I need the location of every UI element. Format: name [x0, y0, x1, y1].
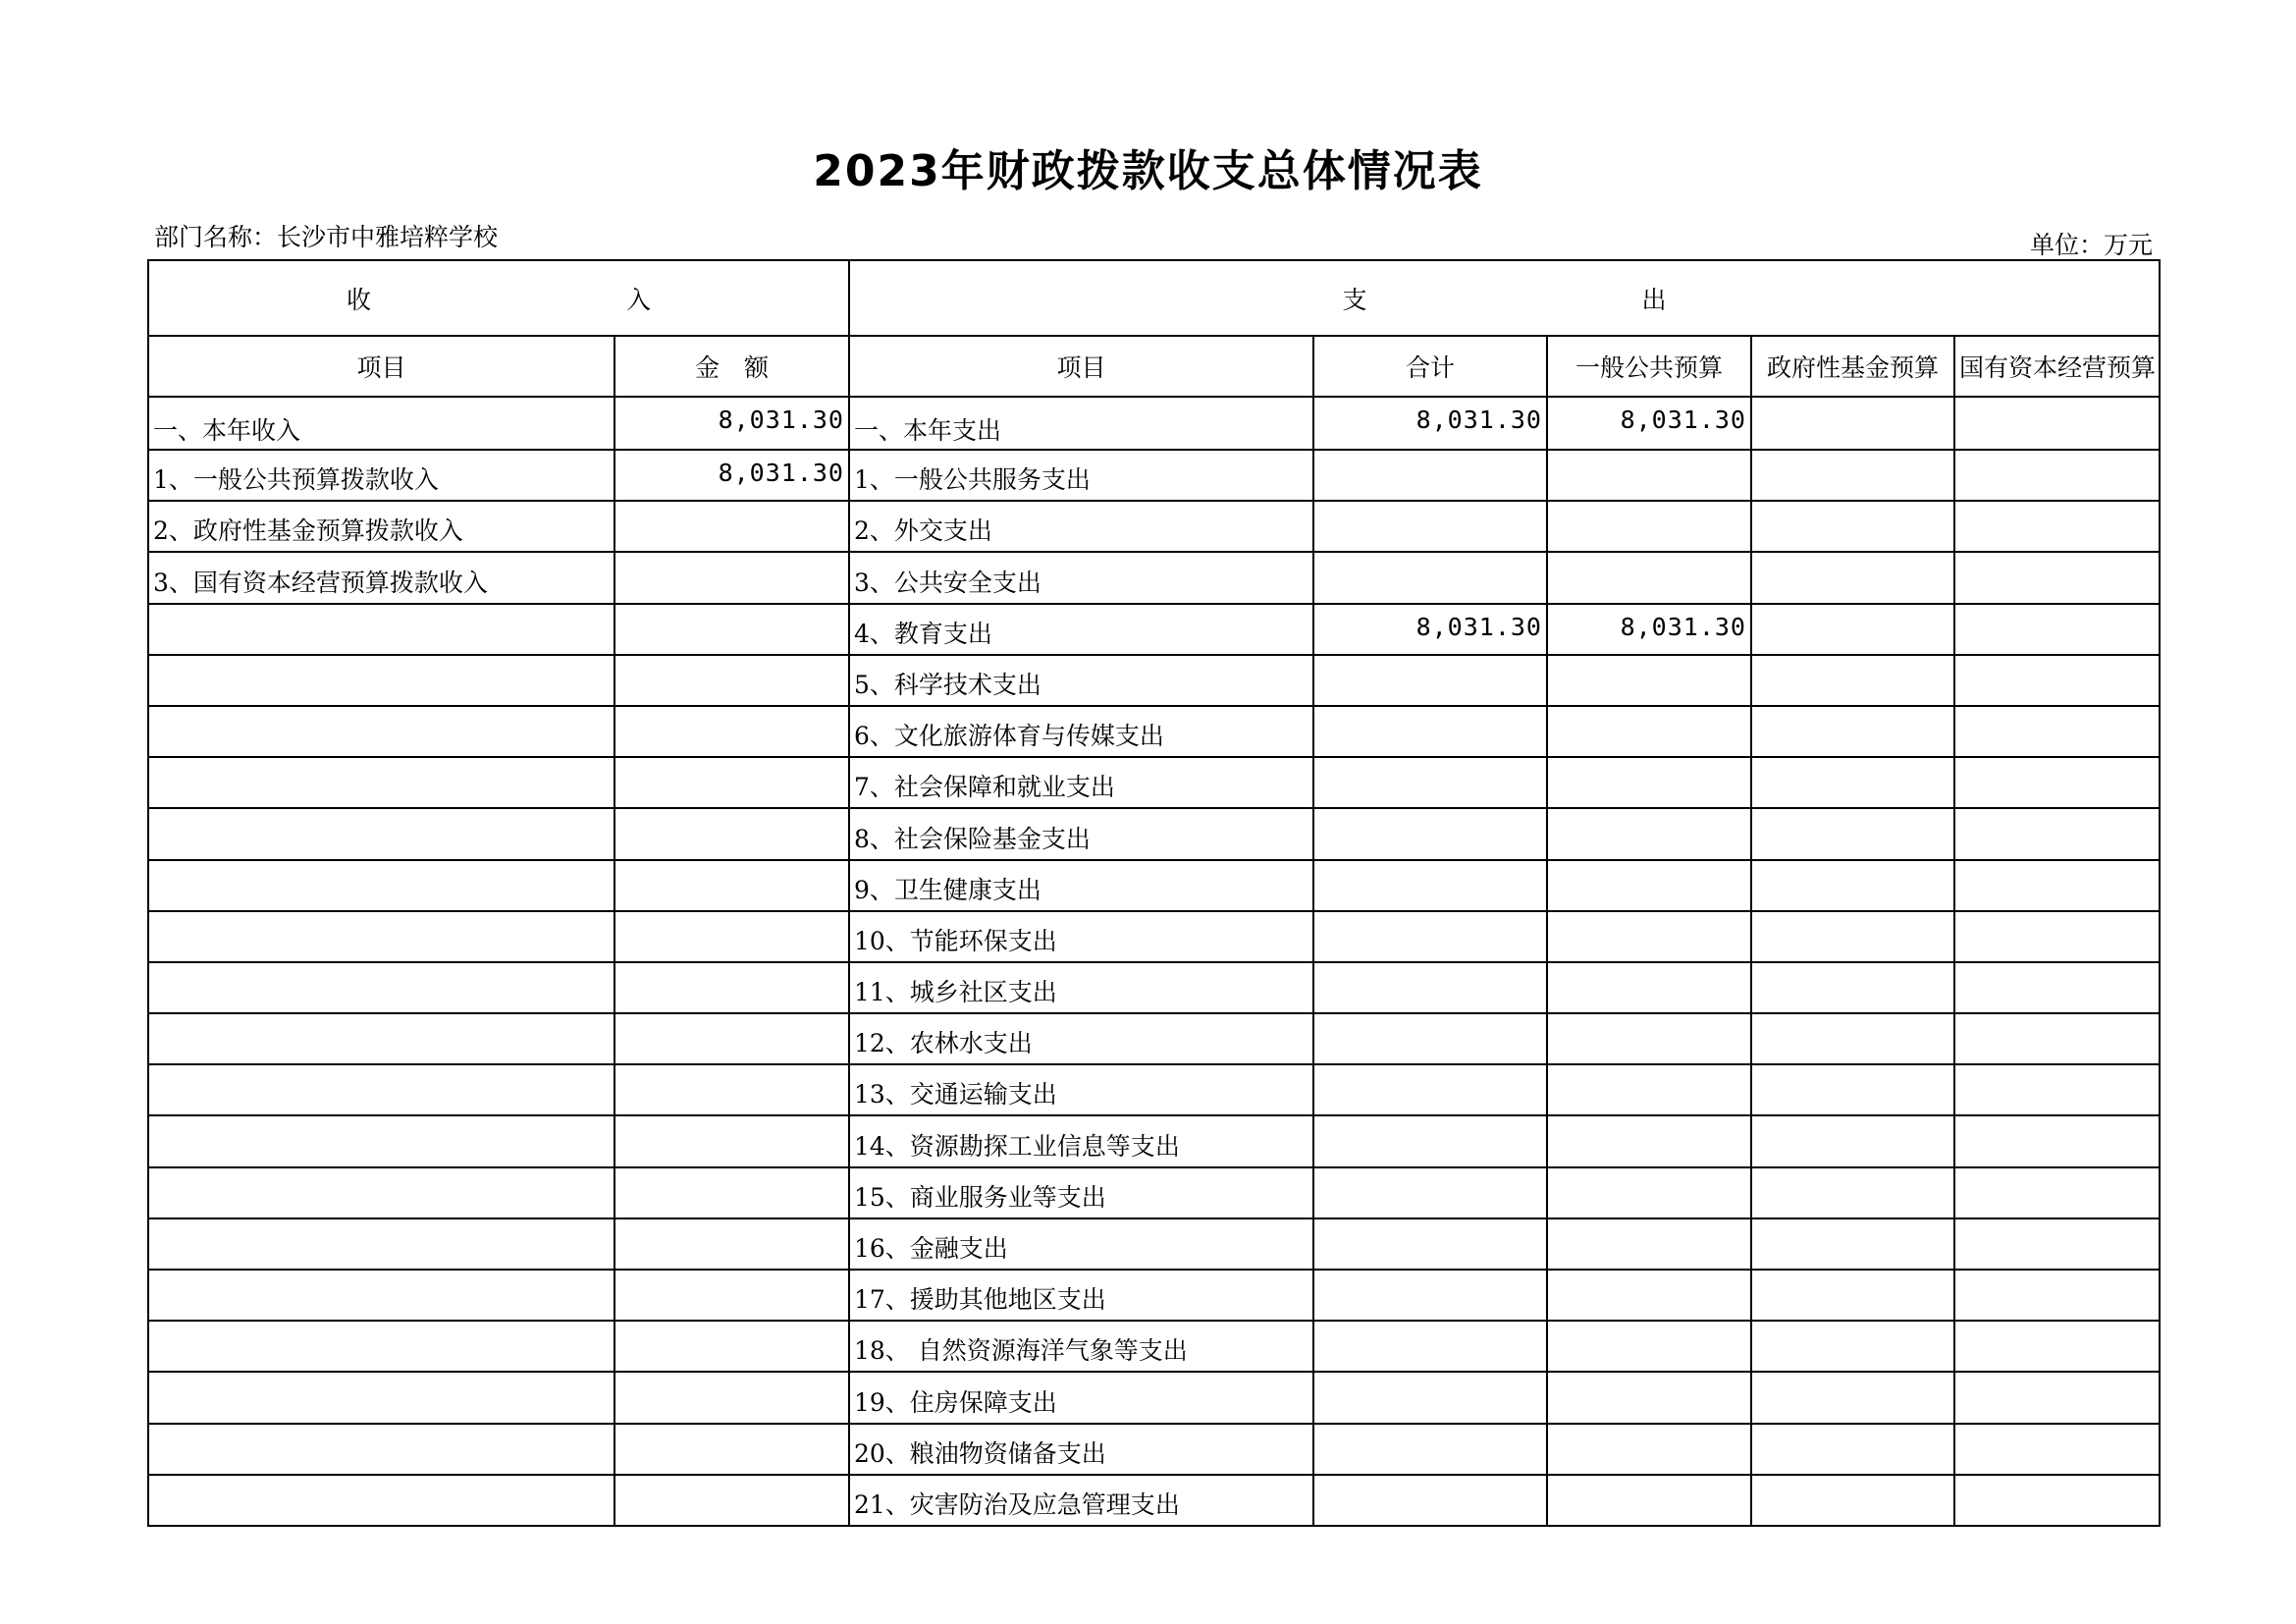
cell-fund: [1751, 552, 1954, 603]
cell-expense-item: 7、社会保障和就业支出: [849, 757, 1313, 808]
cell-fund: [1751, 655, 1954, 706]
cell-fund: [1751, 757, 1954, 808]
cell-total: [1313, 1475, 1547, 1526]
cell-state: [1954, 501, 2160, 552]
header-row-group: [148, 260, 2160, 336]
cell-expense-item: 19、住房保障支出: [849, 1372, 1313, 1423]
cell-income-amount: [614, 1372, 849, 1423]
table-row: [148, 1424, 2160, 1475]
cell-state: [1954, 911, 2160, 962]
cell-fund: [1751, 1115, 1954, 1166]
cell-expense-item: 21、灾害防治及应急管理支出: [849, 1475, 1313, 1526]
cell-income-amount: [614, 1167, 849, 1218]
cell-income-amount: [614, 911, 849, 962]
table-row: [148, 552, 2160, 603]
cell-state: [1954, 552, 2160, 603]
cell-total: [1313, 757, 1547, 808]
cell-total: 8,031.30: [1313, 397, 1547, 450]
cell-general: [1547, 1167, 1751, 1218]
table-row: [148, 397, 2160, 450]
cell-income-item: [148, 1321, 614, 1372]
cell-total: [1313, 655, 1547, 706]
cell-income-amount: [614, 962, 849, 1013]
cell-income-amount: [614, 1270, 849, 1321]
cell-state: [1954, 1372, 2160, 1423]
cell-income-item: [148, 655, 614, 706]
cell-income-amount: [614, 1013, 849, 1064]
cell-general: [1547, 1064, 1751, 1115]
cell-state: [1954, 757, 2160, 808]
cell-expense-item: 10、节能环保支出: [849, 911, 1313, 962]
cell-income-amount: [614, 860, 849, 911]
cell-state: [1954, 655, 2160, 706]
cell-income-item: 3、国有资本经营预算拨款收入: [148, 552, 614, 603]
cell-fund: [1751, 1372, 1954, 1423]
col-income-item: 项目: [148, 336, 614, 397]
cell-total: [1313, 1013, 1547, 1064]
cell-general: [1547, 1270, 1751, 1321]
header-row-columns: [148, 336, 2160, 397]
cell-income-item: [148, 604, 614, 655]
cell-state: [1954, 1064, 2160, 1115]
cell-income-amount: 8,031.30: [614, 450, 849, 501]
finance-table: [147, 259, 2161, 1527]
cell-state: [1954, 1424, 2160, 1475]
cell-income-item: [148, 1424, 614, 1475]
cell-general: [1547, 450, 1751, 501]
table-row: [148, 757, 2160, 808]
cell-income-amount: [614, 655, 849, 706]
cell-total: [1313, 450, 1547, 501]
cell-fund: [1751, 1013, 1954, 1064]
cell-fund: [1751, 1321, 1954, 1372]
cell-state: [1954, 1013, 2160, 1064]
cell-expense-item: 13、交通运输支出: [849, 1064, 1313, 1115]
cell-general: [1547, 706, 1751, 757]
cell-income-item: [148, 962, 614, 1013]
cell-expense-item: 16、金融支出: [849, 1218, 1313, 1270]
cell-income-item: [148, 706, 614, 757]
cell-state: [1954, 808, 2160, 859]
cell-state: [1954, 1321, 2160, 1372]
cell-total: [1313, 501, 1547, 552]
cell-expense-item: 9、卫生健康支出: [849, 860, 1313, 911]
cell-state: [1954, 706, 2160, 757]
cell-fund: [1751, 962, 1954, 1013]
cell-fund: [1751, 1064, 1954, 1115]
col-income-amount: 金 额: [614, 336, 849, 397]
cell-general: [1547, 1115, 1751, 1166]
cell-expense-item: 4、教育支出: [849, 604, 1313, 655]
col-expense-item: 项目: [849, 336, 1313, 397]
cell-income-item: 1、一般公共预算拨款收入: [148, 450, 614, 501]
cell-income-item: [148, 860, 614, 911]
cell-expense-item: 一、本年支出: [849, 397, 1313, 450]
cell-general: [1547, 962, 1751, 1013]
cell-income-amount: [614, 808, 849, 859]
cell-general: [1547, 655, 1751, 706]
table-row: [148, 1218, 2160, 1270]
cell-general: [1547, 1218, 1751, 1270]
col-general-budget: 一般公共预算: [1547, 336, 1751, 397]
cell-state: [1954, 1475, 2160, 1526]
cell-income-item: [148, 1064, 614, 1115]
cell-total: [1313, 1218, 1547, 1270]
table-row: [148, 501, 2160, 552]
cell-state: [1954, 1167, 2160, 1218]
cell-fund: [1751, 1167, 1954, 1218]
cell-income-item: 2、政府性基金预算拨款收入: [148, 501, 614, 552]
cell-state: [1954, 962, 2160, 1013]
cell-expense-item: 2、外交支出: [849, 501, 1313, 552]
table-row: [148, 1270, 2160, 1321]
cell-total: [1313, 706, 1547, 757]
table-row: [148, 1013, 2160, 1064]
cell-income-amount: [614, 1115, 849, 1166]
cell-income-item: [148, 757, 614, 808]
cell-fund: [1751, 1270, 1954, 1321]
cell-expense-item: 17、援助其他地区支出: [849, 1270, 1313, 1321]
cell-total: [1313, 552, 1547, 603]
cell-income-amount: [614, 1475, 849, 1526]
unit-label: 单位：万元: [2029, 231, 2153, 259]
cell-total: [1313, 1115, 1547, 1166]
cell-income-amount: [614, 706, 849, 757]
cell-total: [1313, 860, 1547, 911]
cell-income-amount: [614, 757, 849, 808]
cell-fund: [1751, 450, 1954, 501]
cell-fund: [1751, 604, 1954, 655]
cell-income-amount: [614, 501, 849, 552]
cell-expense-item: 11、城乡社区支出: [849, 962, 1313, 1013]
department-name: 部门名称：长沙市中雅培粹学校: [154, 223, 499, 251]
cell-general: [1547, 1321, 1751, 1372]
col-state-capital-budget: 国有资本经营预算: [1954, 336, 2160, 397]
table-row: [148, 706, 2160, 757]
cell-state: [1954, 1115, 2160, 1166]
cell-total: [1313, 911, 1547, 962]
cell-fund: [1751, 911, 1954, 962]
cell-state: [1954, 450, 2160, 501]
cell-general: [1547, 552, 1751, 603]
page-title: 2023年财政拨款收支总体情况表: [813, 146, 1483, 196]
cell-total: [1313, 1424, 1547, 1475]
table-row: [148, 808, 2160, 859]
cell-general: [1547, 1372, 1751, 1423]
cell-expense-item: 20、粮油物资储备支出: [849, 1424, 1313, 1475]
cell-state: [1954, 1218, 2160, 1270]
cell-income-amount: [614, 1424, 849, 1475]
cell-income-amount: [614, 552, 849, 603]
cell-expense-item: 6、文化旅游体育与传媒支出: [849, 706, 1313, 757]
cell-state: [1954, 604, 2160, 655]
cell-expense-item: 5、科学技术支出: [849, 655, 1313, 706]
cell-fund: [1751, 1424, 1954, 1475]
cell-income-amount: 8,031.30: [614, 397, 849, 450]
cell-total: [1313, 1270, 1547, 1321]
cell-total: [1313, 962, 1547, 1013]
cell-fund: [1751, 860, 1954, 911]
cell-income-item: [148, 1475, 614, 1526]
cell-general: [1547, 1424, 1751, 1475]
cell-state: [1954, 1270, 2160, 1321]
cell-general: [1547, 1013, 1751, 1064]
table-row: [148, 450, 2160, 501]
table-row: [148, 1372, 2160, 1423]
cell-fund: [1751, 1475, 1954, 1526]
table-row: [148, 655, 2160, 706]
cell-general: [1547, 501, 1751, 552]
cell-income-amount: [614, 1064, 849, 1115]
cell-income-item: [148, 1115, 614, 1166]
cell-total: 8,031.30: [1313, 604, 1547, 655]
cell-fund: [1751, 808, 1954, 859]
cell-expense-item: 14、资源勘探工业信息等支出: [849, 1115, 1313, 1166]
cell-income-item: [148, 1167, 614, 1218]
table-row: [148, 1475, 2160, 1526]
col-total: 合计: [1313, 336, 1547, 397]
income-group-header: 收 入: [148, 260, 849, 336]
table-row: [148, 911, 2160, 962]
cell-expense-item: 1、一般公共服务支出: [849, 450, 1313, 501]
cell-income-amount: [614, 1321, 849, 1372]
cell-expense-item: 15、商业服务业等支出: [849, 1167, 1313, 1218]
table-row: [148, 1167, 2160, 1218]
cell-income-item: 一、本年收入: [148, 397, 614, 450]
col-fund-budget: 政府性基金预算: [1751, 336, 1954, 397]
cell-income-item: [148, 911, 614, 962]
cell-total: [1313, 1167, 1547, 1218]
table-row: [148, 860, 2160, 911]
cell-general: 8,031.30: [1547, 604, 1751, 655]
cell-general: [1547, 911, 1751, 962]
cell-total: [1313, 1372, 1547, 1423]
cell-fund: [1751, 397, 1954, 450]
cell-income-item: [148, 1218, 614, 1270]
cell-general: 8,031.30: [1547, 397, 1751, 450]
cell-general: [1547, 808, 1751, 859]
cell-expense-item: 18、 自然资源海洋气象等支出: [849, 1321, 1313, 1372]
table-row: [148, 1115, 2160, 1166]
cell-income-amount: [614, 604, 849, 655]
table-row: [148, 1321, 2160, 1372]
cell-income-item: [148, 1013, 614, 1064]
cell-general: [1547, 757, 1751, 808]
cell-fund: [1751, 501, 1954, 552]
cell-income-item: [148, 1372, 614, 1423]
cell-income-amount: [614, 1218, 849, 1270]
table-row: [148, 1064, 2160, 1115]
cell-expense-item: 8、社会保险基金支出: [849, 808, 1313, 859]
cell-total: [1313, 1321, 1547, 1372]
cell-total: [1313, 1064, 1547, 1115]
cell-general: [1547, 860, 1751, 911]
expense-group-header: 支 出: [849, 260, 2160, 336]
cell-income-item: [148, 808, 614, 859]
table-row: [148, 962, 2160, 1013]
cell-income-item: [148, 1270, 614, 1321]
cell-fund: [1751, 1218, 1954, 1270]
table-row: [148, 604, 2160, 655]
cell-general: [1547, 1475, 1751, 1526]
cell-expense-item: 12、农林水支出: [849, 1013, 1313, 1064]
cell-expense-item: 3、公共安全支出: [849, 552, 1313, 603]
cell-total: [1313, 808, 1547, 859]
cell-state: [1954, 860, 2160, 911]
cell-fund: [1751, 706, 1954, 757]
cell-state: [1954, 397, 2160, 450]
